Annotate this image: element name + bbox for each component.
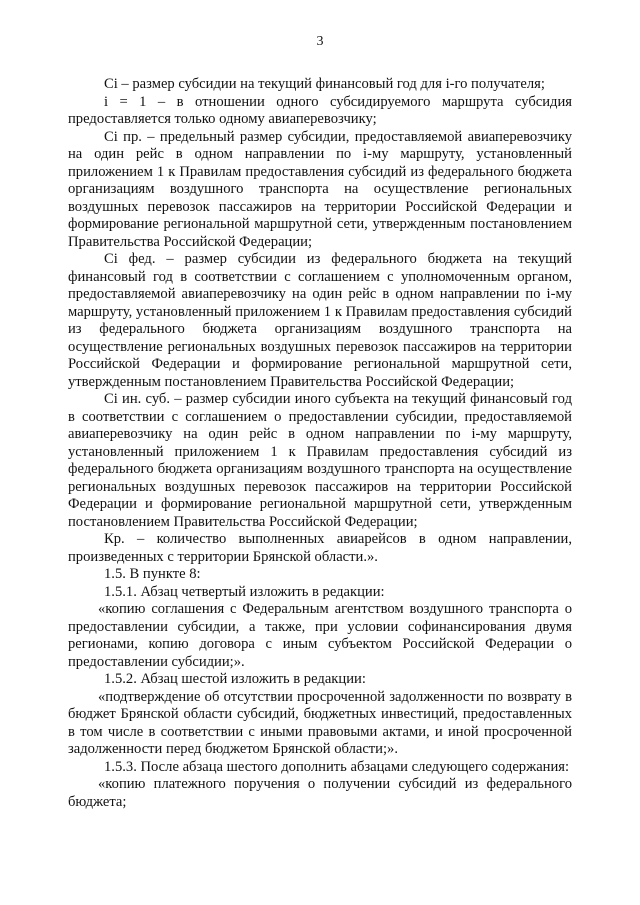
paragraph-1-5-3: 1.5.3. После абзаца шестого дополнить абзацами следующего содержания: bbox=[104, 758, 570, 775]
paragraph-quote-debt: «подтверждение об отсутствии просроченной задолженности по возврату в бюджет Брянской области субсидий, бюджетных инвестиций, предоставленных в том числе в соответствии с иными правовыми актами, и иной просроченной задолженности перед бюджетом Брянской области;». bbox=[68, 688, 572, 757]
paragraph-ci-pr: Ci пр. – предельный размер субсидии, предоставляемой авиаперевозчику на один рейс в одном направлении по i-му маршруту, установленный приложением 1 к Правилам предоставления субсидий из федерального бюджета организациям воздушного транспорта на осуществление региональных воздушных перевозок пассажиров на территории Российской Федерации и формирование региональной маршрутной сети, утвержденным постановлением Правительства Российской Федерации; bbox=[68, 128, 572, 250]
paragraph-ci-definition: Ci – размер субсидии на текущий финансовый год для i-го получателя; bbox=[104, 76, 545, 92]
page-number: 3 bbox=[316, 34, 324, 49]
paragraph-quote-agreement: «копию соглашения с Федеральным агентством воздушного транспорта о предоставлении субсидии, а также, при условии софинансирования двумя регионами, копию договора с иным субъектом Российской Федерации о предоставлении субсидии;». bbox=[68, 601, 572, 670]
paragraph-ci-in-sub: Ci ин. суб. – размер субсидии иного субъекта на текущий финансовый год в соответствии с соглашением о предоставлении субсидии, предоставляемой авиаперевозчику на один рейс в одном направлении по i-му маршруту, установленный приложением 1 к Правилам предоставления субсидий из федерального бюджета организациям воздушного транспорта на осуществление региональных воздушных перевозок пассажиров на территории Российской Федерации и формирование региональной маршрутной сети, утвержденным постановлением Правительства Российской Федерации; bbox=[68, 391, 572, 530]
paragraph-ci-fed: Ci фед. – размер субсидии из федерального бюджета на текущий финансовый год в соответствии с соглашением с уполномоченным органом, предоставляемой авиаперевозчику на один рейс в одном направлении по i-му маршруту, установленный приложением 1 к Правилам предоставления субсидий из федерального бюджета организациям воздушного транспорта на осуществление региональных воздушных перевозок пассажиров на территории Российской Федерации и формирование региональной маршрутной сети, утвержденным постановлением Правительства Российской Федерации; bbox=[68, 251, 572, 390]
paragraph-1-5-2: 1.5.2. Абзац шестой изложить в редакции: bbox=[104, 671, 366, 687]
paragraph-1-5-1: 1.5.1. Абзац четвертый изложить в редакции: bbox=[104, 583, 385, 600]
paragraph-i-equals-one: i = 1 – в отношении одного субсидируемого маршрута субсидия предоставляется только одному авиаперевозчику; bbox=[68, 93, 572, 127]
paragraph-quote-payment: «копию платежного поручения о получении субсидий из федерального бюджета; bbox=[68, 776, 572, 810]
document-body bbox=[68, 76, 572, 811]
paragraph-1-5: 1.5. В пункте 8: bbox=[104, 566, 201, 582]
paragraph-kr: Кр. – количество выполненных авиарейсов в одном направлении, произведенных с территории Брянской области.». bbox=[68, 531, 572, 565]
